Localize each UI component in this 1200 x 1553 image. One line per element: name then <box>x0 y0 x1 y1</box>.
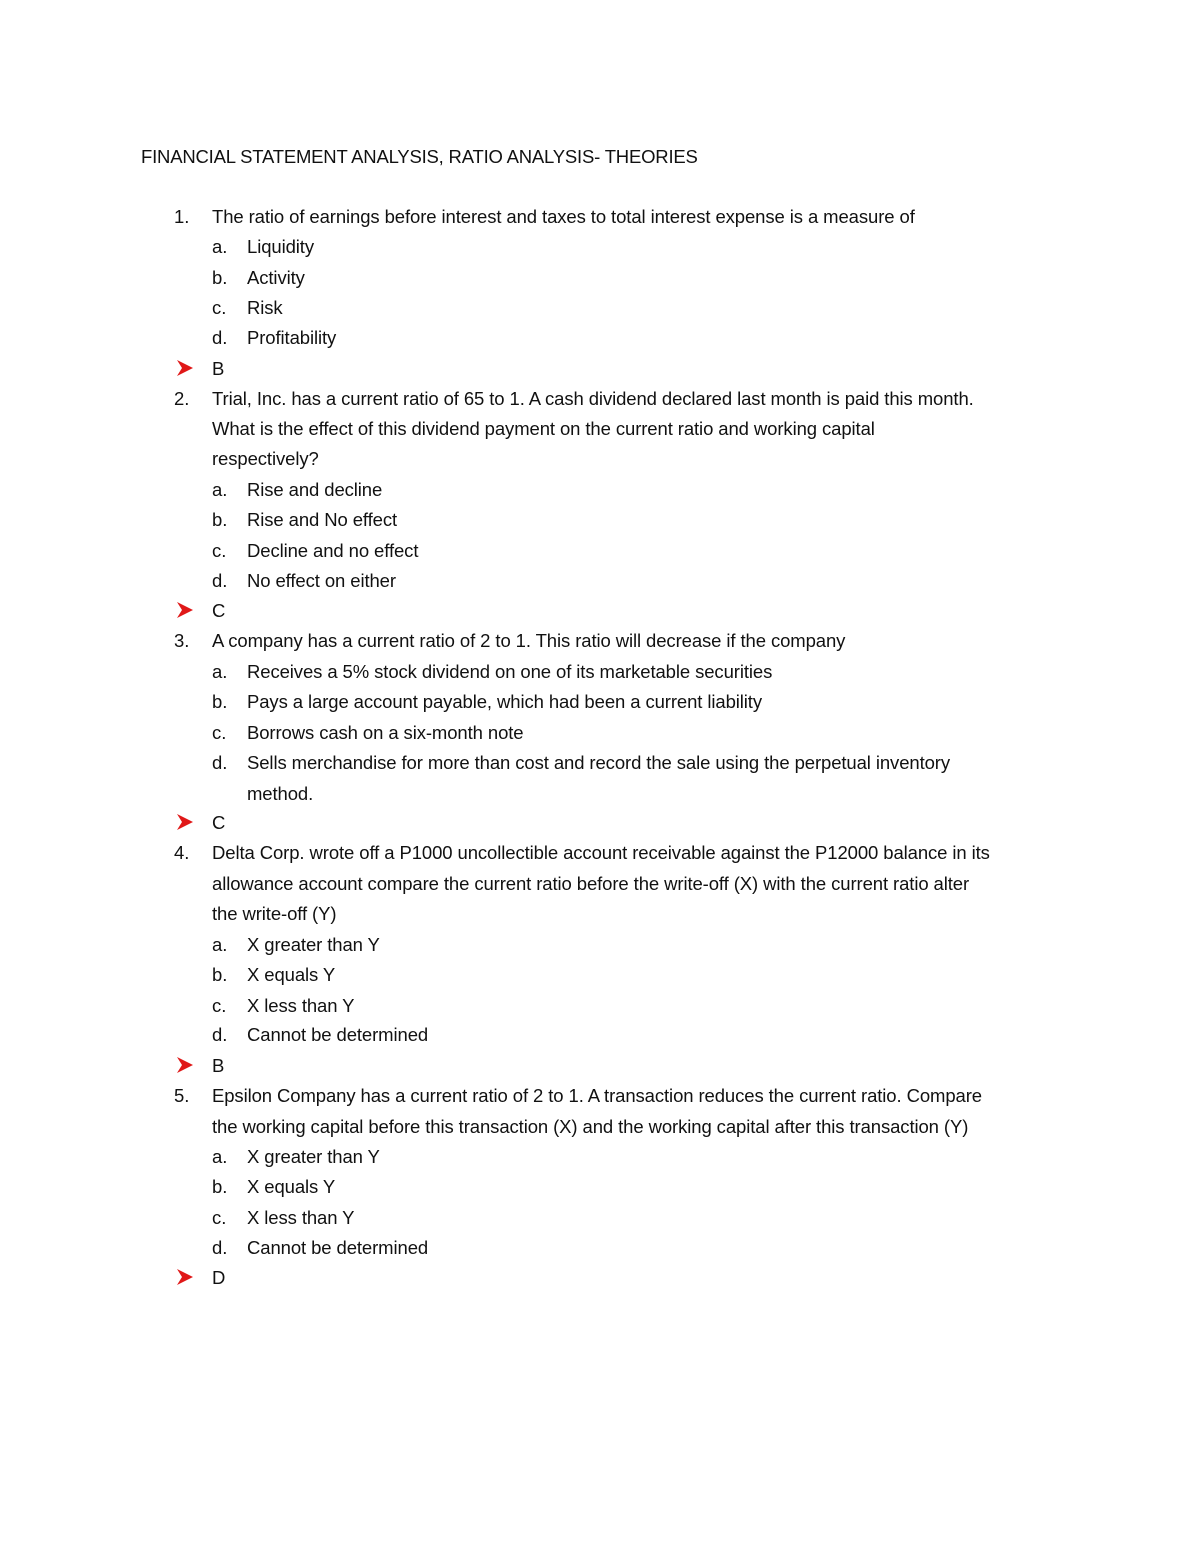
option-letter: a. <box>212 479 228 500</box>
option-text: X greater than Y <box>247 1146 380 1167</box>
answer-text: C <box>212 812 226 833</box>
option-text: Pays a large account payable, which had been a current liability <box>247 691 762 712</box>
option-letter: a. <box>212 236 228 257</box>
question-text: the working capital before this transaction (X) and the working capital after this transaction (Y) <box>212 1116 969 1137</box>
question-number: 3. <box>174 630 190 651</box>
question-text: respectively? <box>212 448 319 469</box>
option-letter: c. <box>212 297 227 318</box>
option-text: X equals Y <box>247 1176 336 1197</box>
option-letter: c. <box>212 540 227 561</box>
option-letter: b. <box>212 1176 228 1197</box>
option-text: Receives a 5% stock dividend on one of its marketable securities <box>247 661 773 682</box>
option-text: Risk <box>247 297 283 318</box>
option-letter: a. <box>212 1146 228 1167</box>
question-text: Trial, Inc. has a current ratio of 65 to 1. A cash dividend declared last month is paid this month. <box>212 388 974 409</box>
option-text: Liquidity <box>247 236 314 257</box>
question-number: 4. <box>174 842 190 863</box>
option-text: No effect on either <box>247 570 396 591</box>
option-text: Decline and no effect <box>247 540 419 561</box>
option-text: Activity <box>247 267 305 288</box>
option-letter: d. <box>212 1024 228 1045</box>
document-title: FINANCIAL STATEMENT ANALYSIS, RATIO ANALYSIS- THEORIES <box>141 146 698 167</box>
option-text: Sells merchandise for more than cost and record the sale using the perpetual inventory <box>247 752 951 773</box>
question-number: 5. <box>174 1085 190 1106</box>
arrow-bullet-icon <box>176 1056 194 1074</box>
question-text: Epsilon Company has a current ratio of 2 to 1. A transaction reduces the current ratio. Compare <box>212 1085 982 1106</box>
option-text: method. <box>247 783 314 804</box>
option-letter: d. <box>212 327 228 348</box>
answer-text: C <box>212 600 226 621</box>
question-text: The ratio of earnings before interest and taxes to total interest expense is a measure of <box>212 206 915 227</box>
answer-text: B <box>212 1055 225 1076</box>
arrow-bullet-icon <box>176 1268 194 1286</box>
option-letter: c. <box>212 722 227 743</box>
option-text: X equals Y <box>247 964 336 985</box>
arrow-bullet-icon <box>176 601 194 619</box>
question-text: the write-off (Y) <box>212 903 337 924</box>
question-text: A company has a current ratio of 2 to 1. This ratio will decrease if the company <box>212 630 846 651</box>
option-text: X less than Y <box>247 995 355 1016</box>
question-text: What is the effect of this dividend payment on the current ratio and working capital <box>212 418 875 439</box>
option-letter: a. <box>212 934 228 955</box>
option-text: Cannot be determined <box>247 1237 429 1258</box>
option-letter: b. <box>212 509 228 530</box>
question-text: Delta Corp. wrote off a P1000 uncollectible account receivable against the P12000 balance in its <box>212 842 990 863</box>
option-text: X less than Y <box>247 1207 355 1228</box>
option-letter: d. <box>212 1237 228 1258</box>
answer-text: D <box>212 1267 226 1288</box>
option-letter: b. <box>212 267 228 288</box>
option-text: Profitability <box>247 327 337 348</box>
option-letter: b. <box>212 964 228 985</box>
option-text: Borrows cash on a six-month note <box>247 722 524 743</box>
option-text: Rise and decline <box>247 479 383 500</box>
option-letter: d. <box>212 570 228 591</box>
question-number: 1. <box>174 206 190 227</box>
option-text: X greater than Y <box>247 934 380 955</box>
arrow-bullet-icon <box>176 359 194 377</box>
option-letter: b. <box>212 691 228 712</box>
option-text: Rise and No effect <box>247 509 398 530</box>
option-letter: c. <box>212 1207 227 1228</box>
answer-text: B <box>212 358 225 379</box>
question-text: allowance account compare the current ratio before the write-off (X) with the current ratio alter <box>212 873 970 894</box>
option-letter: c. <box>212 995 227 1016</box>
option-letter: d. <box>212 752 228 773</box>
arrow-bullet-icon <box>176 813 194 831</box>
option-text: Cannot be determined <box>247 1024 429 1045</box>
question-number: 2. <box>174 388 190 409</box>
option-letter: a. <box>212 661 228 682</box>
